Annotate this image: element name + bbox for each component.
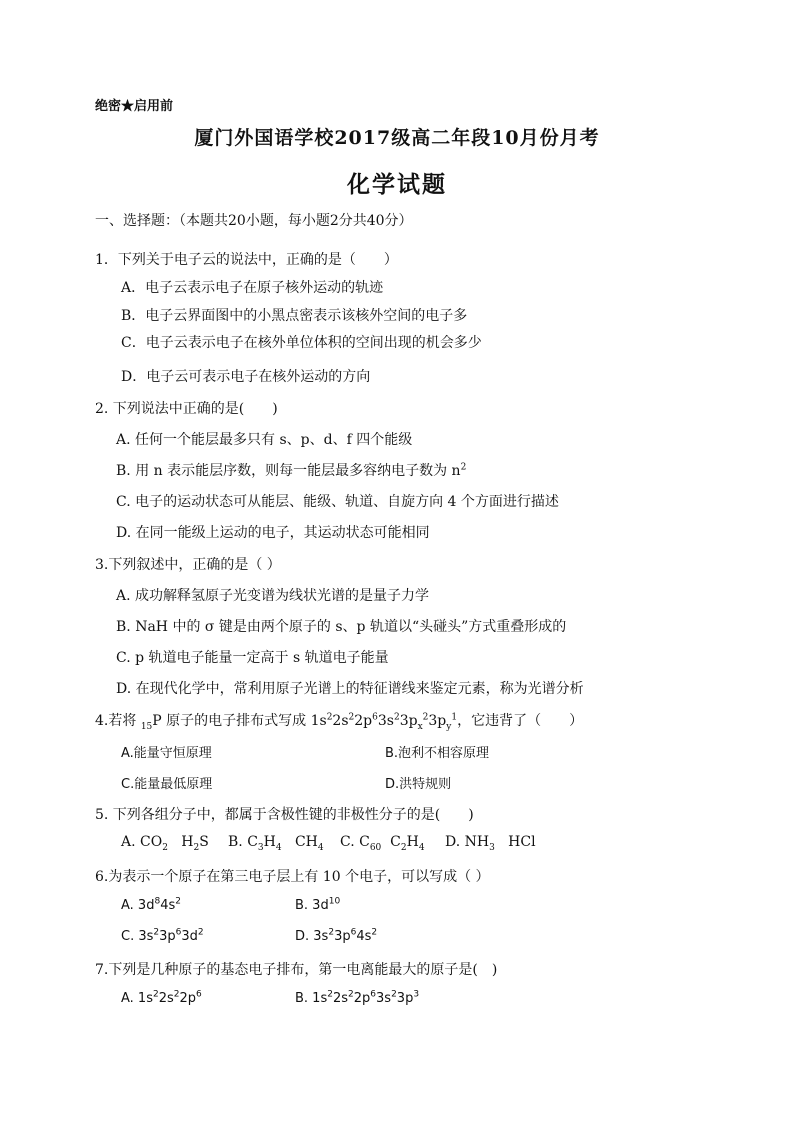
q6-option-c: C. $3s^23p^63d^2$	[121, 927, 204, 944]
question-2-stem: 2. 下列说法中正确的是( )	[95, 401, 278, 417]
q4-option-d: D.洪特规则	[385, 777, 452, 792]
q3-option-a: A. 成功解释氢原子光变谱为线状光谱的是量子力学	[116, 588, 430, 604]
question-7-stem: 7.下列是几种原子的基态电子排布，第一电离能最大的原子是( )	[95, 962, 498, 978]
exam-title: 厦门外国语学校2017级高二年段10月份月考	[194, 127, 600, 149]
secret-label: 绝密★启用前	[95, 99, 174, 114]
question-3-stem: 3.下列叙述中，正确的是（ ）	[95, 557, 281, 573]
q5-option-c: C. $C_{60}$ $C_2H_4$	[340, 834, 425, 853]
q2-option-c: C. 电子的运动状态可从能层、能级、轨道、自旋方向 4 个方面进行描述	[116, 494, 559, 510]
q5-option-a: A. $CO_2$ $H_2S$	[121, 834, 209, 853]
q7-option-b: B. $1s^22s^22p^63s^23p^3$	[295, 989, 420, 1006]
q1-option-d: D．电子云可表示电子在核外运动的方向	[121, 369, 371, 385]
subject-title: 化学试题	[347, 171, 447, 198]
q2-option-a: A. 任何一个能层最多只有 s、p、d、f 四个能级	[116, 432, 413, 448]
q3-option-c: C. p 轨道电子能量一定高于 s 轨道电子能量	[116, 650, 389, 666]
q2-option-d: D. 在同一能级上运动的电子，其运动状态可能相同	[116, 525, 430, 541]
section-heading: 一、选择题：（本题共20小题，每小题2分共40分）	[95, 213, 413, 229]
q1-option-a: A．电子云表示电子在原子核外运动的轨迹	[121, 280, 384, 296]
q4-option-a: A.能量守恒原理	[121, 746, 212, 761]
q2-option-b: B. 用 n 表示能层序数，则每一能层最多容纳电子数为 $n^2$	[116, 462, 467, 479]
q6-option-d: D. $3s^23p^64s^2$	[295, 927, 378, 944]
q6-option-a: A. $3d^84s^2$	[121, 896, 181, 913]
q3-option-b: B. NaH 中的 σ 键是由两个原子的 s、p 轨道以“头碰头”方式重叠形成的	[116, 619, 567, 635]
q3-option-d: D. 在现代化学中，常利用原子光谱上的特征谱线来鉴定元素，称为光谱分析	[116, 681, 584, 697]
q5-option-d: D. $NH_3$ HCl	[445, 834, 536, 853]
question-1-stem: 1．下列关于电子云的说法中，正确的是（ ）	[95, 252, 398, 268]
q4-option-b: B.泡利不相容原理	[385, 746, 490, 761]
q4-option-c: C.能量最低原理	[121, 777, 213, 792]
q1-option-c: C．电子云表示电子在核外单位体积的空间出现的机会多少	[121, 335, 482, 351]
q5-option-b: B. $C_3H_4$ $CH_4$	[228, 834, 324, 853]
question-5-stem: 5. 下列各组分子中，都属于含极性键的非极性分子的是( )	[95, 807, 474, 823]
question-4-stem: 4.若将 $_{15}$P 原子的电子排布式写成 $1s^22s^22p^63s^23p_x^23p_y^1$，它违背了（ ）	[95, 712, 584, 732]
q6-option-b: B. $3d^{10}$	[295, 896, 341, 913]
q1-option-b: B．电子云界面图中的小黑点密表示该核外空间的电子多	[121, 308, 468, 324]
q7-option-a: A. $1s^22s^22p^6$	[121, 989, 202, 1006]
question-6-stem: 6.为表示一个原子在第三电子层上有 10 个电子，可以写成（ ）	[95, 869, 490, 885]
